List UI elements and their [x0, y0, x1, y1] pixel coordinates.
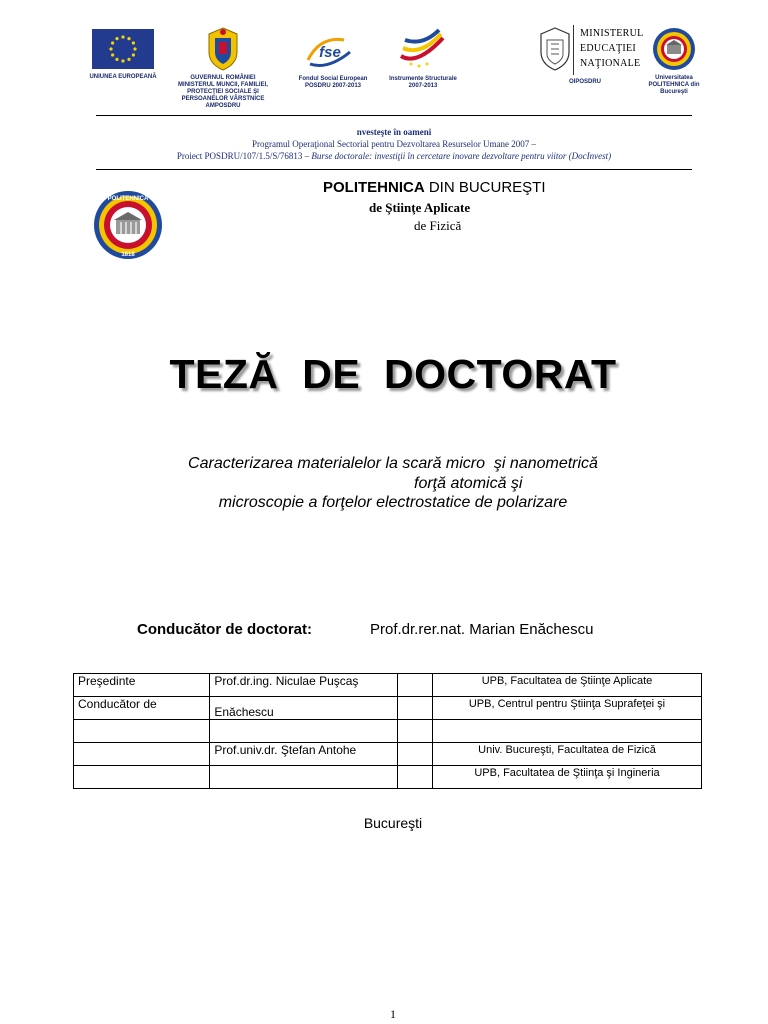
- committee-institution: UPB, Centrul pentru Ştiinţa Suprafeţei şi: [432, 697, 701, 720]
- committee-institution: UPB, Facultatea de Ştiinţe Aplicate: [432, 674, 701, 697]
- university-name: [323, 179, 546, 196]
- fse-logo-text: fse: [319, 44, 341, 61]
- committee-member: Prof.dr.ing. Niculae Puşcaş: [210, 674, 398, 697]
- university-name-rest: DIN BUCUREŞTI: [424, 179, 546, 196]
- gov-caption: GUVERNUL ROMÂNIEI MINISTERUL MUNCII, FAMILIEI, PROTECŢIEI SOCIALE ŞI PERSOANELOR VÂRSTNICE AMPOSDRU: [178, 75, 268, 109]
- university-name-bold: POLITEHNICA: [323, 179, 425, 196]
- committee-institution: [432, 720, 701, 743]
- faculty-name: de Ştiinţe Aplicate: [369, 200, 471, 215]
- project-line2: Programul Operaţional Sectorial pentru Dezvoltarea Resurselor Umane 2007 –: [252, 139, 536, 149]
- ministry-name: MINISTERUL EDUCAŢIEI NAŢIONALE: [580, 28, 644, 69]
- project-bottom-rule: [96, 169, 692, 170]
- ministry-divider: [573, 25, 574, 75]
- committee-role: Preşedinte: [74, 674, 210, 697]
- table-row: [74, 743, 702, 766]
- committee-blank: [398, 697, 433, 720]
- table-row: [74, 766, 702, 789]
- project-line3: [96, 151, 692, 161]
- subtitle-line-3: microscopie a forţelor electrostatice de polarizare: [218, 494, 568, 511]
- instrumente-structurale-icon: [395, 26, 451, 72]
- committee-member: Prof.univ.dr. Ştefan Antohe: [210, 743, 398, 766]
- seal-text: POLITEHNICA: [107, 196, 149, 202]
- committee-role: Conducător de: [74, 697, 210, 720]
- supervisor-label: Conducător de doctorat:: [137, 621, 312, 638]
- committee-institution: Univ. Bucureşti, Facultatea de Fizică: [432, 743, 701, 766]
- subtitle-line-1: Caracterizarea materialelor la scară micro şi nanometrică: [188, 455, 598, 472]
- project-title: Burse doctorale: investiţii în cercetare inovare dezvoltare pentru viitor (DocInvest): [311, 151, 612, 161]
- committee-institution: UPB, Facultatea de Ştiinţa şi Ingineria: [432, 766, 701, 789]
- upb-logo-small-icon: [652, 27, 696, 71]
- upb-caption: Universitatea POLITEHNICA din Bucureşti: [648, 75, 700, 95]
- eu-flag-icon: [92, 29, 154, 69]
- upb-seal-icon: [92, 189, 164, 261]
- committee-member: [210, 720, 398, 743]
- committee-blank: [398, 766, 433, 789]
- table-row: [74, 674, 702, 697]
- page-number: 1: [390, 1007, 396, 1021]
- ministry-emblem-icon: [536, 26, 574, 72]
- table-row: [74, 697, 702, 720]
- committee-blank: [398, 743, 433, 766]
- oiposdru-caption: OIPOSDRU: [568, 79, 601, 85]
- fse-logo-icon: [300, 30, 360, 72]
- project-code: Proiect POSDRU/107/1.5/S/76813 –: [176, 151, 312, 161]
- committee-role: [74, 766, 210, 789]
- romania-coat-of-arms-icon: [203, 26, 243, 72]
- project-line1: nvesteşte în oameni: [356, 127, 432, 137]
- city: Bucureşti: [363, 815, 423, 831]
- committee-table: [73, 673, 702, 789]
- fse-caption: Fondul Social European POSDRU 2007-2013: [298, 76, 368, 89]
- seal-year: 1818: [121, 252, 135, 258]
- thesis-title: TEZĂ DE DOCTORAT: [169, 351, 617, 397]
- eu-caption: UNIUNEA EUROPEANĂ: [89, 74, 157, 80]
- committee-member: [210, 766, 398, 789]
- committee-blank: [398, 674, 433, 697]
- table-row: [74, 720, 702, 743]
- subtitle-line-2: forţă atomică şi: [414, 475, 523, 492]
- supervisor-name: Prof.dr.rer.nat. Marian Enăchescu: [370, 621, 594, 638]
- department-name: de Fizică: [414, 218, 462, 233]
- committee-member: Enăchescu: [210, 697, 398, 720]
- is-caption: Instrumente Structurale 2007-2013: [389, 76, 457, 89]
- committee-role: [74, 743, 210, 766]
- committee-role: [74, 720, 210, 743]
- committee-blank: [398, 720, 433, 743]
- project-top-rule: [96, 115, 692, 116]
